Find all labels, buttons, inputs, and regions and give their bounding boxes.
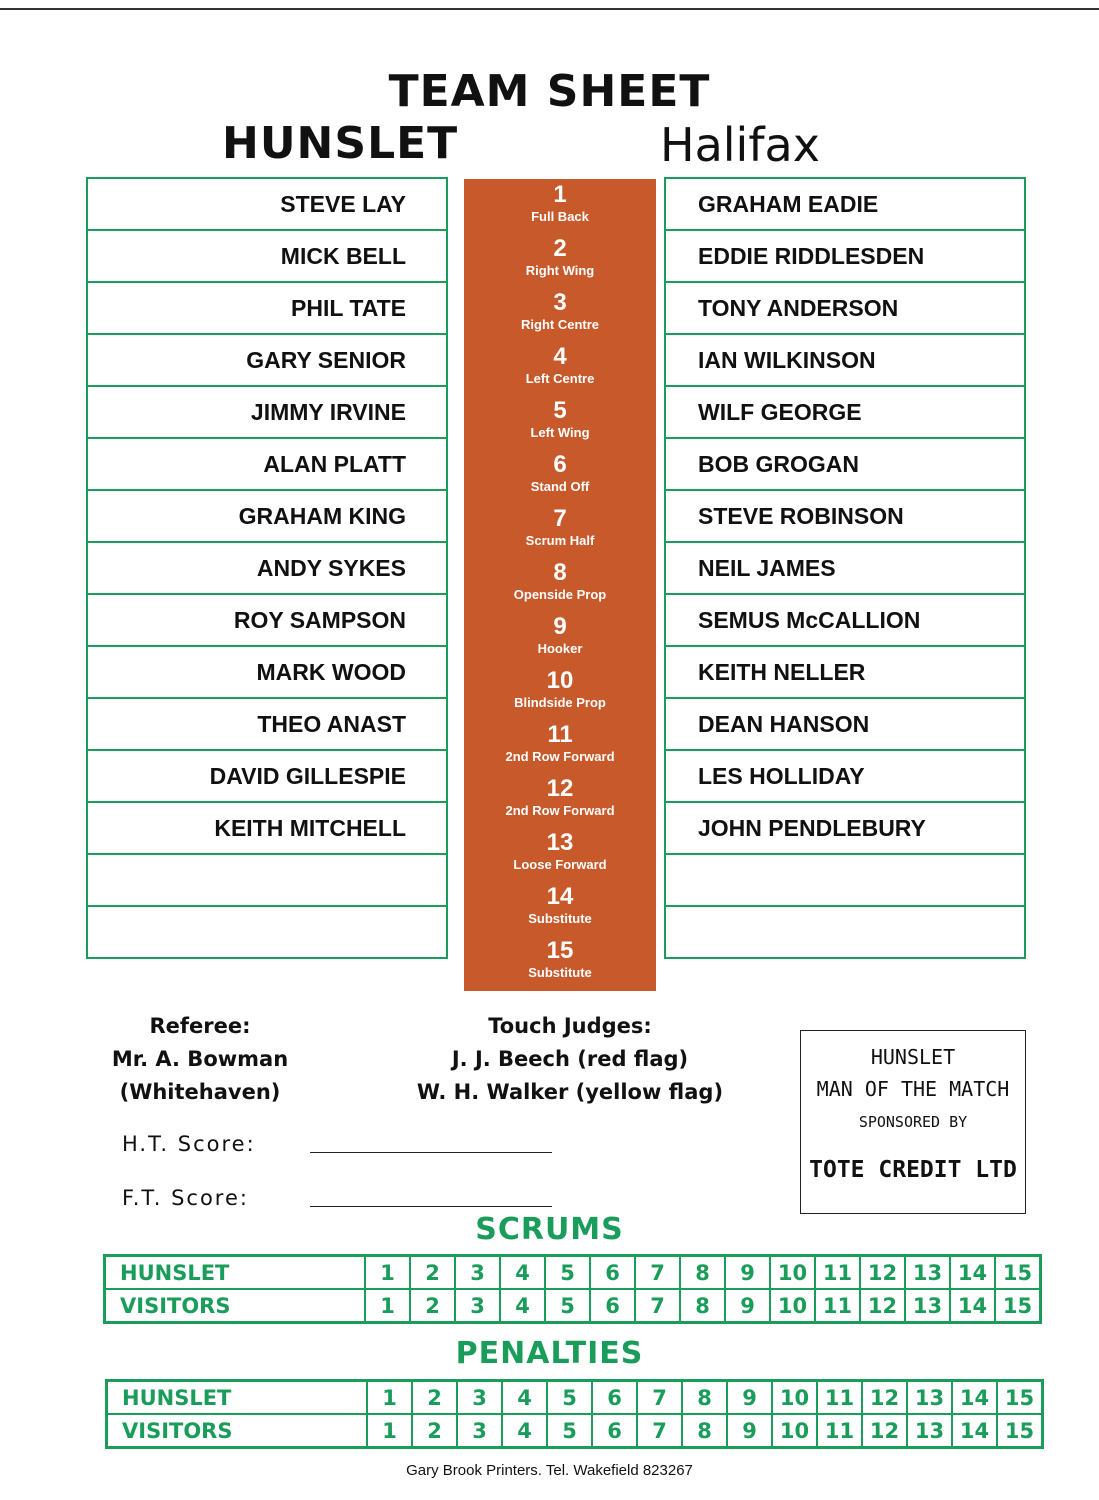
away-player-cell [664,437,1026,489]
penalty-count-box[interactable]: 1 [367,1381,412,1415]
penalty-team-label: VISITORS [107,1414,368,1448]
position-number: 14 [546,883,574,910]
home-team-heading: HUNSLET [222,118,459,169]
motm-line-2: MAN OF THE MATCH [816,1077,1010,1101]
away-player-cell [664,593,1026,645]
position-name: Hooker [537,641,583,656]
position-number: 1 [553,181,567,208]
away-player-cell [664,229,1026,281]
page-title: TEAM SHEET [388,66,711,117]
penalty-count-box[interactable]: 12 [862,1414,907,1448]
scrum-count-box[interactable]: 14 [950,1256,995,1290]
home-player-cell [86,177,448,229]
penalty-count-box[interactable]: 9 [727,1381,772,1415]
position-number: 9 [553,613,567,640]
scrum-count-box[interactable]: 5 [545,1256,590,1290]
away-player-cell [664,905,1026,959]
home-player-name: ANDY SYKES [256,554,406,581]
home-player-name: ALAN PLATT [263,450,406,477]
scrum-count-box[interactable]: 12 [860,1289,905,1323]
referee-block [90,1010,310,1109]
position-number: 7 [553,505,567,532]
scrum-count-box[interactable]: 15 [995,1256,1041,1290]
home-player-cell [86,905,448,959]
penalty-count-box[interactable]: 13 [907,1381,952,1415]
position-number: 10 [546,667,574,694]
penalty-count-box[interactable]: 4 [502,1381,547,1415]
position-name: Left Wing [530,425,590,440]
position-number: 6 [553,451,567,478]
scrum-count-box[interactable]: 8 [680,1256,725,1290]
away-player-name: EDDIE RIDDLESDEN [698,242,925,269]
penalty-count-box[interactable]: 10 [772,1381,817,1415]
penalty-count-box[interactable]: 5 [547,1381,592,1415]
home-player-name: DAVID GILLESPIE [209,762,406,789]
touch-judges-label: Touch Judges: [488,1014,652,1038]
home-player-cell [86,385,448,437]
scrum-count-box[interactable]: 1 [365,1256,410,1290]
scrum-count-box[interactable]: 13 [905,1256,950,1290]
penalty-count-box[interactable]: 9 [727,1414,772,1448]
position-number: 11 [547,721,573,748]
scrum-count-box[interactable]: 4 [500,1256,545,1290]
away-player-cell [664,645,1026,697]
home-player-cell [86,541,448,593]
penalty-count-box[interactable]: 10 [772,1414,817,1448]
home-player-name: JIMMY IRVINE [250,398,406,425]
position-name: 2nd Row Forward [505,749,615,764]
penalty-team-label: HUNSLET [107,1381,368,1415]
scrum-count-box[interactable]: 3 [455,1256,500,1290]
position-cell [464,827,656,881]
penalty-count-box[interactable]: 3 [457,1381,502,1415]
scrum-team-label: VISITORS [105,1289,366,1323]
penalties-table [105,1379,1044,1449]
position-name: Blindside Prop [514,695,606,710]
away-players-column [664,177,1026,959]
penalty-count-box[interactable]: 15 [997,1381,1043,1415]
referee-place: (Whitehaven) [119,1080,281,1104]
away-player-cell [664,749,1026,801]
position-cell [464,557,656,611]
position-name: Stand Off [530,479,590,494]
home-player-name: MARK WOOD [256,658,406,685]
ft-score-line[interactable] [310,1206,552,1207]
scrum-row [105,1289,1041,1323]
away-player-cell [664,177,1026,229]
scrum-count-box[interactable]: 12 [860,1256,905,1290]
away-player-cell [664,541,1026,593]
scrum-count-box[interactable]: 10 [770,1289,815,1323]
scrum-count-box[interactable]: 7 [635,1256,680,1290]
penalty-count-box[interactable]: 8 [682,1414,727,1448]
home-player-cell [86,749,448,801]
ft-score-label: F.T. Score: [122,1186,249,1210]
penalty-count-box[interactable]: 5 [547,1414,592,1448]
position-cell [464,503,656,557]
penalty-count-box[interactable]: 11 [817,1381,862,1415]
home-player-cell [86,229,448,281]
scrum-count-box[interactable]: 11 [815,1256,860,1290]
scrum-count-box[interactable]: 4 [500,1289,545,1323]
position-number: 8 [553,559,567,586]
away-player-name: LES HOLLIDAY [698,762,865,789]
away-player-cell [664,853,1026,905]
position-number: 13 [546,829,574,856]
home-player-cell [86,437,448,489]
position-number: 4 [553,343,567,370]
ht-score-line[interactable] [310,1152,552,1153]
scrum-count-box[interactable]: 6 [590,1289,635,1323]
away-player-name: WILF GEORGE [698,398,862,425]
penalties-title: PENALTIES [455,1336,644,1371]
away-player-name: GRAHAM EADIE [698,190,879,217]
scrum-count-box[interactable]: 10 [770,1256,815,1290]
penalty-count-box[interactable]: 4 [502,1414,547,1448]
position-cell [464,665,656,719]
home-player-name: THEO ANAST [257,710,406,737]
scrum-count-box[interactable]: 7 [635,1289,680,1323]
position-name: Full Back [531,209,589,224]
scrums-title: SCRUMS [475,1212,624,1247]
home-player-cell [86,333,448,385]
home-players-column [86,177,448,959]
home-player-name: MICK BELL [280,242,406,269]
home-player-cell [86,697,448,749]
position-cell [464,773,656,827]
away-player-name: NEIL JAMES [698,554,836,581]
away-player-cell [664,333,1026,385]
scrum-count-box[interactable]: 2 [410,1289,455,1323]
position-cell [464,935,656,989]
scrum-count-box[interactable]: 9 [725,1256,770,1290]
away-player-name: SEMUS McCALLION [698,606,921,633]
away-player-name: TONY ANDERSON [698,294,899,321]
penalty-row [107,1414,1043,1448]
positions-column [464,179,656,991]
home-player-name: PHIL TATE [291,294,406,321]
away-player-name: IAN WILKINSON [698,346,876,373]
man-of-the-match-box [800,1030,1026,1214]
position-cell [464,449,656,503]
position-name: Scrum Half [525,533,595,548]
scrum-count-box[interactable]: 6 [590,1256,635,1290]
home-player-cell [86,489,448,541]
away-player-cell [664,489,1026,541]
position-cell [464,341,656,395]
scrum-count-box[interactable]: 13 [905,1289,950,1323]
penalty-count-box[interactable]: 13 [907,1414,952,1448]
position-name: Substitute [528,965,592,980]
home-player-cell [86,281,448,333]
scrum-count-box[interactable]: 11 [815,1289,860,1323]
away-team-heading: Halifax [660,118,820,172]
position-number: 15 [546,937,574,964]
top-edge-line [0,8,1099,10]
printer-footer: Gary Brook Printers. Tel. Wakefield 823267 [406,1462,693,1479]
home-player-name: STEVE LAY [280,190,406,217]
scrum-count-box[interactable]: 14 [950,1289,995,1323]
away-player-name: JOHN PENDLEBURY [698,814,926,841]
position-cell [464,719,656,773]
away-player-name: KEITH NELLER [698,658,866,685]
motm-sponsor: TOTE CREDIT LTD [809,1157,1017,1183]
away-player-cell [664,281,1026,333]
motm-line-1: HUNSLET [870,1045,956,1069]
position-cell [464,395,656,449]
home-player-name: GARY SENIOR [246,346,406,373]
home-player-cell [86,853,448,905]
penalty-count-box[interactable]: 11 [817,1414,862,1448]
scrums-table [103,1254,1042,1324]
home-player-cell [86,801,448,853]
penalty-count-box[interactable]: 14 [952,1414,997,1448]
scrum-count-box[interactable]: 9 [725,1289,770,1323]
penalty-count-box[interactable]: 2 [412,1414,457,1448]
position-cell [464,179,656,233]
referee-name: Mr. A. Bowman [111,1047,289,1071]
position-number: 12 [546,775,574,802]
position-name: 2nd Row Forward [505,803,615,818]
penalty-count-box[interactable]: 14 [952,1381,997,1415]
home-player-name: ROY SAMPSON [233,606,406,633]
referee-label: Referee: [149,1014,251,1038]
scrum-team-label: HUNSLET [105,1256,366,1290]
penalty-count-box[interactable]: 15 [997,1414,1043,1448]
scrum-count-box[interactable]: 1 [365,1289,410,1323]
penalty-count-box[interactable]: 2 [412,1381,457,1415]
away-player-name: BOB GROGAN [698,450,859,477]
away-player-name: DEAN HANSON [698,710,870,737]
away-player-cell [664,801,1026,853]
position-number: 5 [553,397,567,424]
position-name: Right Wing [525,263,595,278]
scrum-count-box[interactable]: 15 [995,1289,1041,1323]
away-player-name: STEVE ROBINSON [698,502,904,529]
scrum-count-box[interactable]: 2 [410,1256,455,1290]
position-cell [464,611,656,665]
position-name: Openside Prop [513,587,607,602]
scrum-count-box[interactable]: 3 [455,1289,500,1323]
scrum-count-box[interactable]: 5 [545,1289,590,1323]
position-name: Right Centre [521,317,599,332]
away-player-cell [664,697,1026,749]
position-cell [464,287,656,341]
scrum-count-box[interactable]: 8 [680,1289,725,1323]
home-player-name: GRAHAM KING [238,502,406,529]
penalty-count-box[interactable]: 7 [637,1381,682,1415]
touch-judge-1: J. J. Beech (red flag) [451,1047,689,1071]
away-player-cell [664,385,1026,437]
penalty-count-box[interactable]: 8 [682,1381,727,1415]
penalty-count-box[interactable]: 6 [592,1381,637,1415]
penalty-row [107,1381,1043,1415]
position-cell [464,233,656,287]
penalty-count-box[interactable]: 3 [457,1414,502,1448]
home-player-name: KEITH MITCHELL [214,814,406,841]
position-cell [464,881,656,935]
position-number: 3 [553,289,567,316]
penalty-count-box[interactable]: 7 [637,1414,682,1448]
scrum-row [105,1256,1041,1290]
penalty-count-box[interactable]: 1 [367,1414,412,1448]
motm-line-3: SPONSORED BY [858,1113,968,1131]
home-player-cell [86,593,448,645]
ht-score-label: H.T. Score: [122,1132,256,1156]
position-number: 2 [553,235,567,262]
position-name: Left Centre [525,371,595,386]
home-player-cell [86,645,448,697]
touch-judge-2: W. H. Walker (yellow flag) [416,1080,724,1104]
touch-judges-block [390,1010,750,1109]
position-name: Loose Forward [513,857,607,872]
position-name: Substitute [528,911,592,926]
penalty-count-box[interactable]: 12 [862,1381,907,1415]
penalty-count-box[interactable]: 6 [592,1414,637,1448]
